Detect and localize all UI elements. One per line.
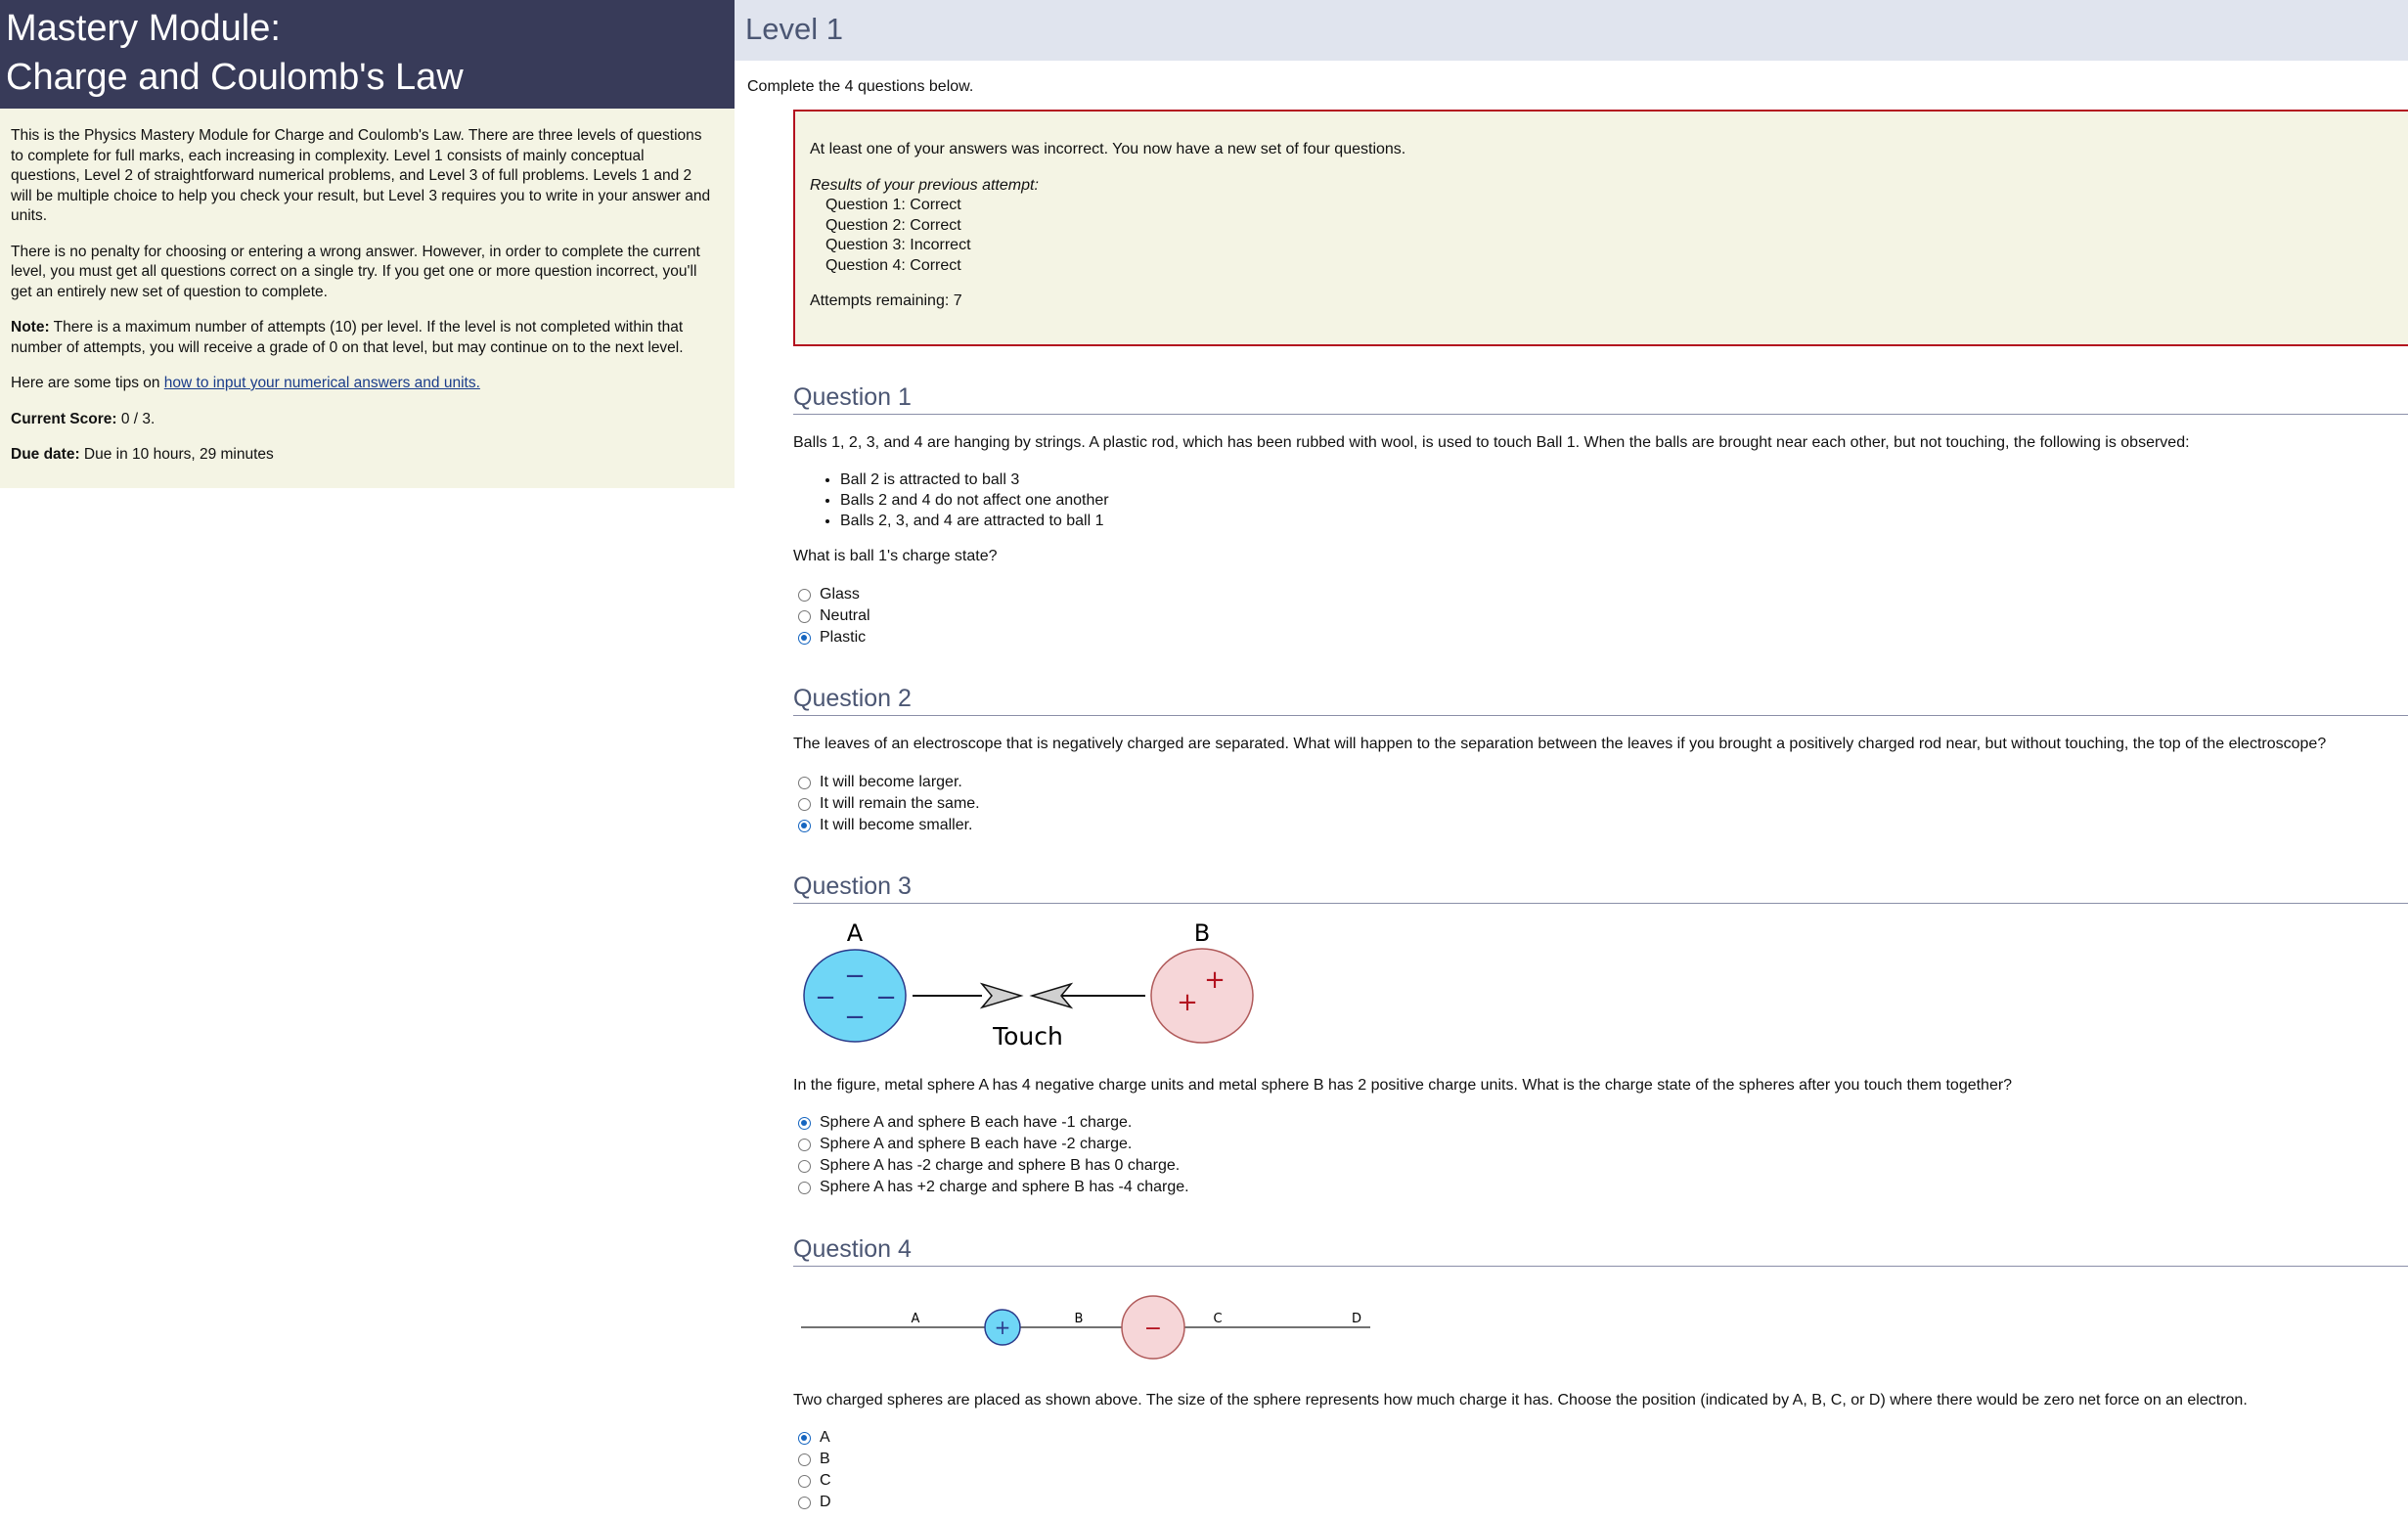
minus-sign: −: [844, 961, 866, 991]
position-label-c: C: [1213, 1312, 1223, 1326]
list-item: • Balls 2, 3, and 4 are attracted to ball 1: [840, 511, 1109, 531]
question-4-options: [798, 1427, 831, 1513]
attempts-note: [11, 318, 715, 358]
radio-button[interactable]: [798, 1453, 811, 1466]
level-title: Level 1: [745, 12, 843, 46]
question-3-title: Question 3: [793, 872, 2408, 904]
sphere-a-label: A: [846, 919, 864, 947]
tips-prefix: Here are some tips on: [11, 375, 164, 391]
minus-sign: −: [844, 1003, 866, 1032]
position-label-d: D: [1351, 1312, 1362, 1326]
option-label[interactable]: Glass: [820, 586, 860, 603]
question-3-options: [798, 1112, 1189, 1198]
q1-option-neutral[interactable]: [798, 605, 870, 627]
option-label[interactable]: D: [820, 1494, 831, 1510]
plus-sign: +: [1177, 988, 1198, 1017]
incorrect-notice: [793, 110, 2408, 346]
result-item: Question 2: Correct: [825, 216, 961, 234]
question-1-prompt: What is ball 1's charge state?: [793, 548, 998, 564]
question-2-text: The leaves of an electroscope that is negatively charged are separated. What will happen to the separation between the leaves if you brought a positively charged rod near, but without touching, the top of the electroscope?: [793, 736, 2327, 752]
minus-sign: −: [1143, 1317, 1163, 1341]
tips-link[interactable]: how to input your numerical answers and units.: [163, 375, 480, 391]
question-3-text: In the figure, metal sphere A has 4 negative charge units and metal sphere B has 2 positive charge units. What is the charge state of the spheres after you touch them together?: [793, 1077, 2013, 1094]
q4-option-b[interactable]: [798, 1449, 831, 1470]
radio-button[interactable]: [798, 1160, 811, 1173]
option-label[interactable]: Sphere A has -2 charge and sphere B has 0 charge.: [820, 1157, 1181, 1174]
position-label-b: B: [1074, 1312, 1084, 1326]
option-label[interactable]: Sphere A and sphere B each have -2 charge.: [820, 1136, 1133, 1152]
module-info: [0, 109, 735, 488]
radio-button[interactable]: [798, 610, 811, 623]
question-1-text: Balls 1, 2, 3, and 4 are hanging by strings. A plastic rod, which has been rubbed with wool, is used to touch Ball 1. When the balls are brought near each other, but not touching, the following is observed:: [793, 434, 2190, 451]
q4-option-c[interactable]: [798, 1470, 831, 1492]
radio-button[interactable]: [798, 1475, 811, 1488]
plus-sign: +: [1204, 965, 1226, 995]
radio-button[interactable]: [798, 798, 811, 811]
radio-button[interactable]: [798, 1182, 811, 1194]
sphere-b-label: B: [1193, 919, 1211, 947]
module-intro: This is the Physics Mastery Module for Charge and Coulomb's Law. There are three levels of questions to complete for full marks, each increasing in complexity. Level 1 consists of mainly conceptual questions, Level 2 of straightforward numerical problems, and Level 3 of full problems. Levels 1 and 2 will be multiple choice to help you check your result, but Level 3 requires you to write in your answer and units.: [11, 127, 711, 224]
option-label[interactable]: Sphere A and sphere B each have -1 charge.: [820, 1114, 1133, 1131]
penalty-info: There is no penalty for choosing or entering a wrong answer. However, in order to complete the current level, you must get all questions correct on a single try. If you get one or more question incorrect, you'll get an entirely new set of question to complete.: [11, 243, 700, 300]
q2-option-larger[interactable]: [798, 772, 980, 793]
radio-button[interactable]: [798, 589, 811, 602]
q3-option-1[interactable]: [798, 1112, 1189, 1134]
score-value: 0 / 3.: [116, 410, 156, 427]
q4-option-a[interactable]: [798, 1427, 831, 1449]
results-heading: Results of your previous attempt:: [810, 176, 1039, 194]
plus-sign: +: [994, 1316, 1011, 1339]
question-2-title: Question 2: [793, 685, 2408, 716]
note-label: Note:: [11, 319, 50, 335]
notice-message: At least one of your answers was incorrect. You now have a new set of four questions.: [810, 141, 1406, 157]
radio-button-selected[interactable]: [798, 1432, 811, 1445]
level-header: [735, 0, 2408, 61]
q3-option-3[interactable]: [798, 1155, 1189, 1177]
question-1-options: [798, 584, 870, 648]
option-label[interactable]: It will become smaller.: [820, 817, 973, 833]
result-item: Question 1: Correct: [825, 197, 961, 213]
q4-option-d[interactable]: [798, 1492, 831, 1513]
question-1-observations: [826, 469, 1109, 531]
radio-button-selected[interactable]: [798, 632, 811, 645]
q1-option-plastic[interactable]: [798, 627, 870, 648]
result-item: Question 3: Incorrect: [825, 237, 971, 253]
question-1-title: Question 1: [793, 383, 2408, 415]
score-label: Current Score:: [11, 410, 117, 427]
minus-sign: −: [815, 983, 836, 1012]
attempts-remaining: Attempts remaining: 7: [810, 292, 962, 309]
question-4-text: Two charged spheres are placed as shown above. The size of the sphere represents how much charge it has. Choose the position (indicated by A, B, C, or D) where there would be zero net force on an electron.: [793, 1392, 2248, 1408]
list-item: • Ball 2 is attracted to ball 3: [840, 469, 1109, 490]
radio-button[interactable]: [798, 777, 811, 789]
sphere-b: [1151, 949, 1253, 1043]
radio-button[interactable]: [798, 1139, 811, 1151]
sidebar: [0, 0, 735, 488]
module-title-line2: Charge and Coulomb's Law: [6, 57, 464, 98]
note-text: There is a maximum number of attempts (10) per level. If the level is not completed within that number of attempts, you will receive a grade of 0 on that level, but may continue on to the next level.: [11, 319, 684, 356]
question-4-title: Question 4: [793, 1235, 2408, 1267]
option-label[interactable]: Neutral: [820, 607, 870, 624]
radio-button[interactable]: [798, 1497, 811, 1509]
option-label[interactable]: It will become larger.: [820, 774, 962, 790]
q2-option-smaller[interactable]: [798, 815, 980, 836]
minus-sign: −: [875, 983, 897, 1012]
q3-option-2[interactable]: [798, 1134, 1189, 1155]
question-2-options: [798, 772, 980, 836]
radio-button-selected[interactable]: [798, 820, 811, 832]
module-header: [0, 0, 735, 109]
question-4-figure: [793, 1289, 1380, 1362]
current-score: [11, 410, 715, 430]
option-label[interactable]: Sphere A has +2 charge and sphere B has -4 charge.: [820, 1179, 1189, 1195]
arrow-head-right: [982, 984, 1021, 1007]
radio-button-selected[interactable]: [798, 1117, 811, 1130]
option-label[interactable]: Plastic: [820, 629, 867, 646]
option-label[interactable]: It will remain the same.: [820, 795, 980, 812]
question-3-figure: [793, 910, 1272, 1056]
level-intro: Complete the 4 questions below.: [747, 78, 974, 95]
option-label[interactable]: B: [820, 1451, 830, 1467]
touch-label: Touch: [993, 1022, 1063, 1051]
module-title-line1: Mastery Module:: [6, 8, 281, 49]
due-label: Due date:: [11, 446, 80, 463]
tips: [11, 374, 715, 394]
position-label-a: A: [911, 1312, 920, 1326]
result-item: Question 4: Correct: [825, 256, 961, 274]
option-label[interactable]: A: [820, 1429, 830, 1446]
q3-option-4[interactable]: [798, 1177, 1189, 1198]
due-date: [11, 445, 715, 466]
option-label[interactable]: C: [820, 1472, 831, 1489]
q1-option-glass[interactable]: [798, 584, 870, 605]
list-item: • Balls 2 and 4 do not affect one another: [840, 490, 1109, 511]
q2-option-same[interactable]: [798, 793, 980, 815]
due-value: Due in 10 hours, 29 minutes: [79, 446, 274, 463]
